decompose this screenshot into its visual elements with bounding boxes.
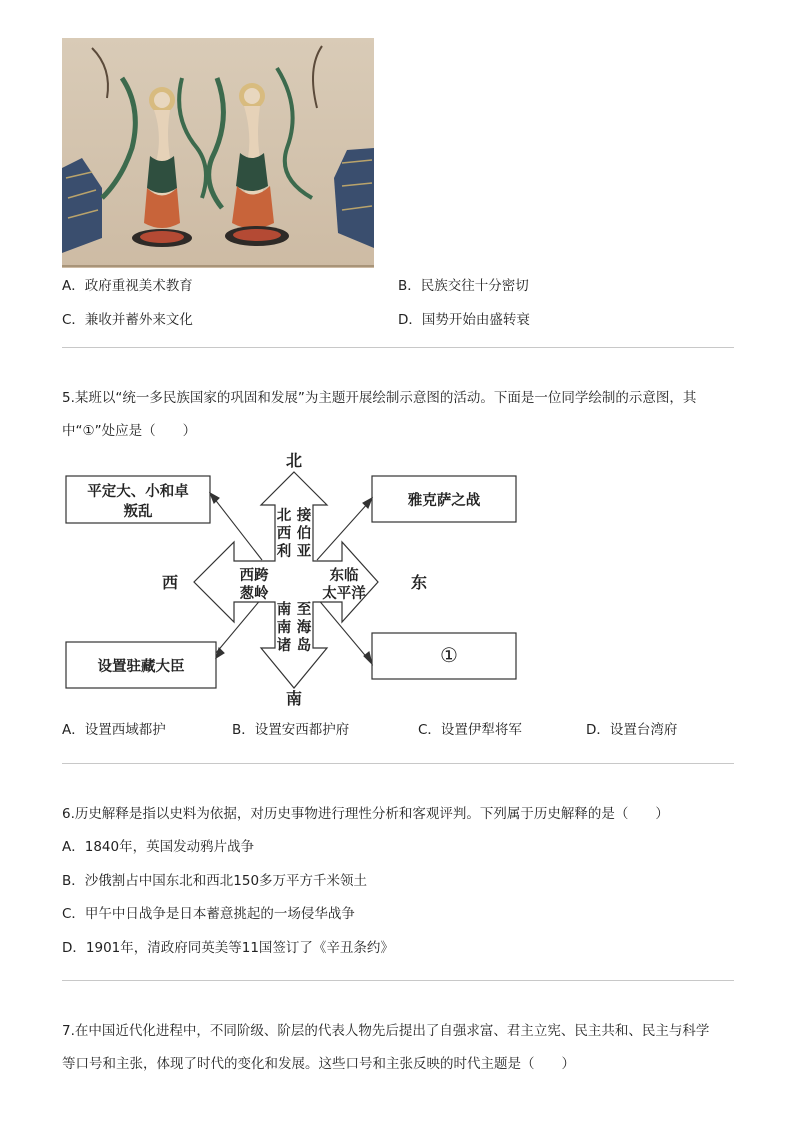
box-southeast-marker: ① [440,643,458,667]
q7-stem-line2: 等口号和主张，体现了时代的变化和发展。这些口号和主张反映的时代主题是（ ） [62,1056,575,1072]
q5-stem-line1: 5.某班以“统一多民族国家的巩固和发展”为主题开展绘制示意图的活动。下面是一位同学绘制的示意图，其 [62,390,697,406]
right-arrow-line2: 太平洋 [322,585,366,602]
q6-option-b[interactable]: B．沙俄割占中国东北和西北150多万平方千米领土 [62,873,368,889]
q4-option-c[interactable]: C．兼收并蓄外来文化 [62,312,193,328]
box-northwest-line1: 平定大、小和卓 [87,483,189,500]
dunhuang-mural-image [62,38,374,268]
down-arrow-col2: 至海岛 [296,601,312,654]
direction-west: 西 [161,573,179,592]
box-northeast-text: 雅克萨之战 [407,492,481,509]
q6-option-a[interactable]: A．1840年，英国发动鸦片战争 [62,839,255,855]
divider [62,980,734,981]
q5-option-d[interactable]: D．设置台湾府 [586,722,678,738]
q6-option-c[interactable]: C．甲午中日战争是日本蓄意挑起的一场侵华战争 [62,906,355,922]
q6-option-d[interactable]: D．1901年，清政府同英美等11国签订了《辛丑条约》 [62,940,394,956]
q4-option-b[interactable]: B．民族交往十分密切 [398,278,529,294]
q5-stem-line2: 中“①”处应是（ ） [62,423,197,439]
left-arrow-line1: 西跨 [239,567,269,584]
divider [62,347,734,348]
direction-south: 南 [285,689,303,708]
direction-north: 北 [285,451,303,470]
q4-option-a[interactable]: A．政府重视美术教育 [62,278,193,294]
divider [62,763,734,764]
unification-diagram [62,448,532,710]
right-arrow-line1: 东临 [329,567,359,584]
direction-east: 东 [410,573,428,592]
up-arrow-col1: 北西利 [276,507,292,560]
q7-stem-line1: 7.在中国近代化进程中，不同阶级、阶层的代表人物先后提出了自强求富、君主立宪、民主共和、民主与科学 [62,1023,710,1039]
q5-option-a[interactable]: A．设置西域都护 [62,722,166,738]
box-northwest-line2: 叛乱 [123,503,153,520]
q6-stem: 6.历史解释是指以史料为依据，对历史事物进行理性分析和客观评判。下列属于历史解释的是（ ） [62,806,669,822]
up-arrow-col2: 接伯亚 [296,507,312,560]
box-southwest-text: 设置驻藏大臣 [97,658,185,675]
q5-option-c[interactable]: C．设置伊犁将军 [418,722,522,738]
q4-option-d[interactable]: D．国势开始由盛转衰 [398,312,530,328]
down-arrow-col1: 南南诸 [276,601,292,654]
left-arrow-line2: 葱岭 [239,585,269,602]
q5-option-b[interactable]: B．设置安西都护府 [232,722,350,738]
